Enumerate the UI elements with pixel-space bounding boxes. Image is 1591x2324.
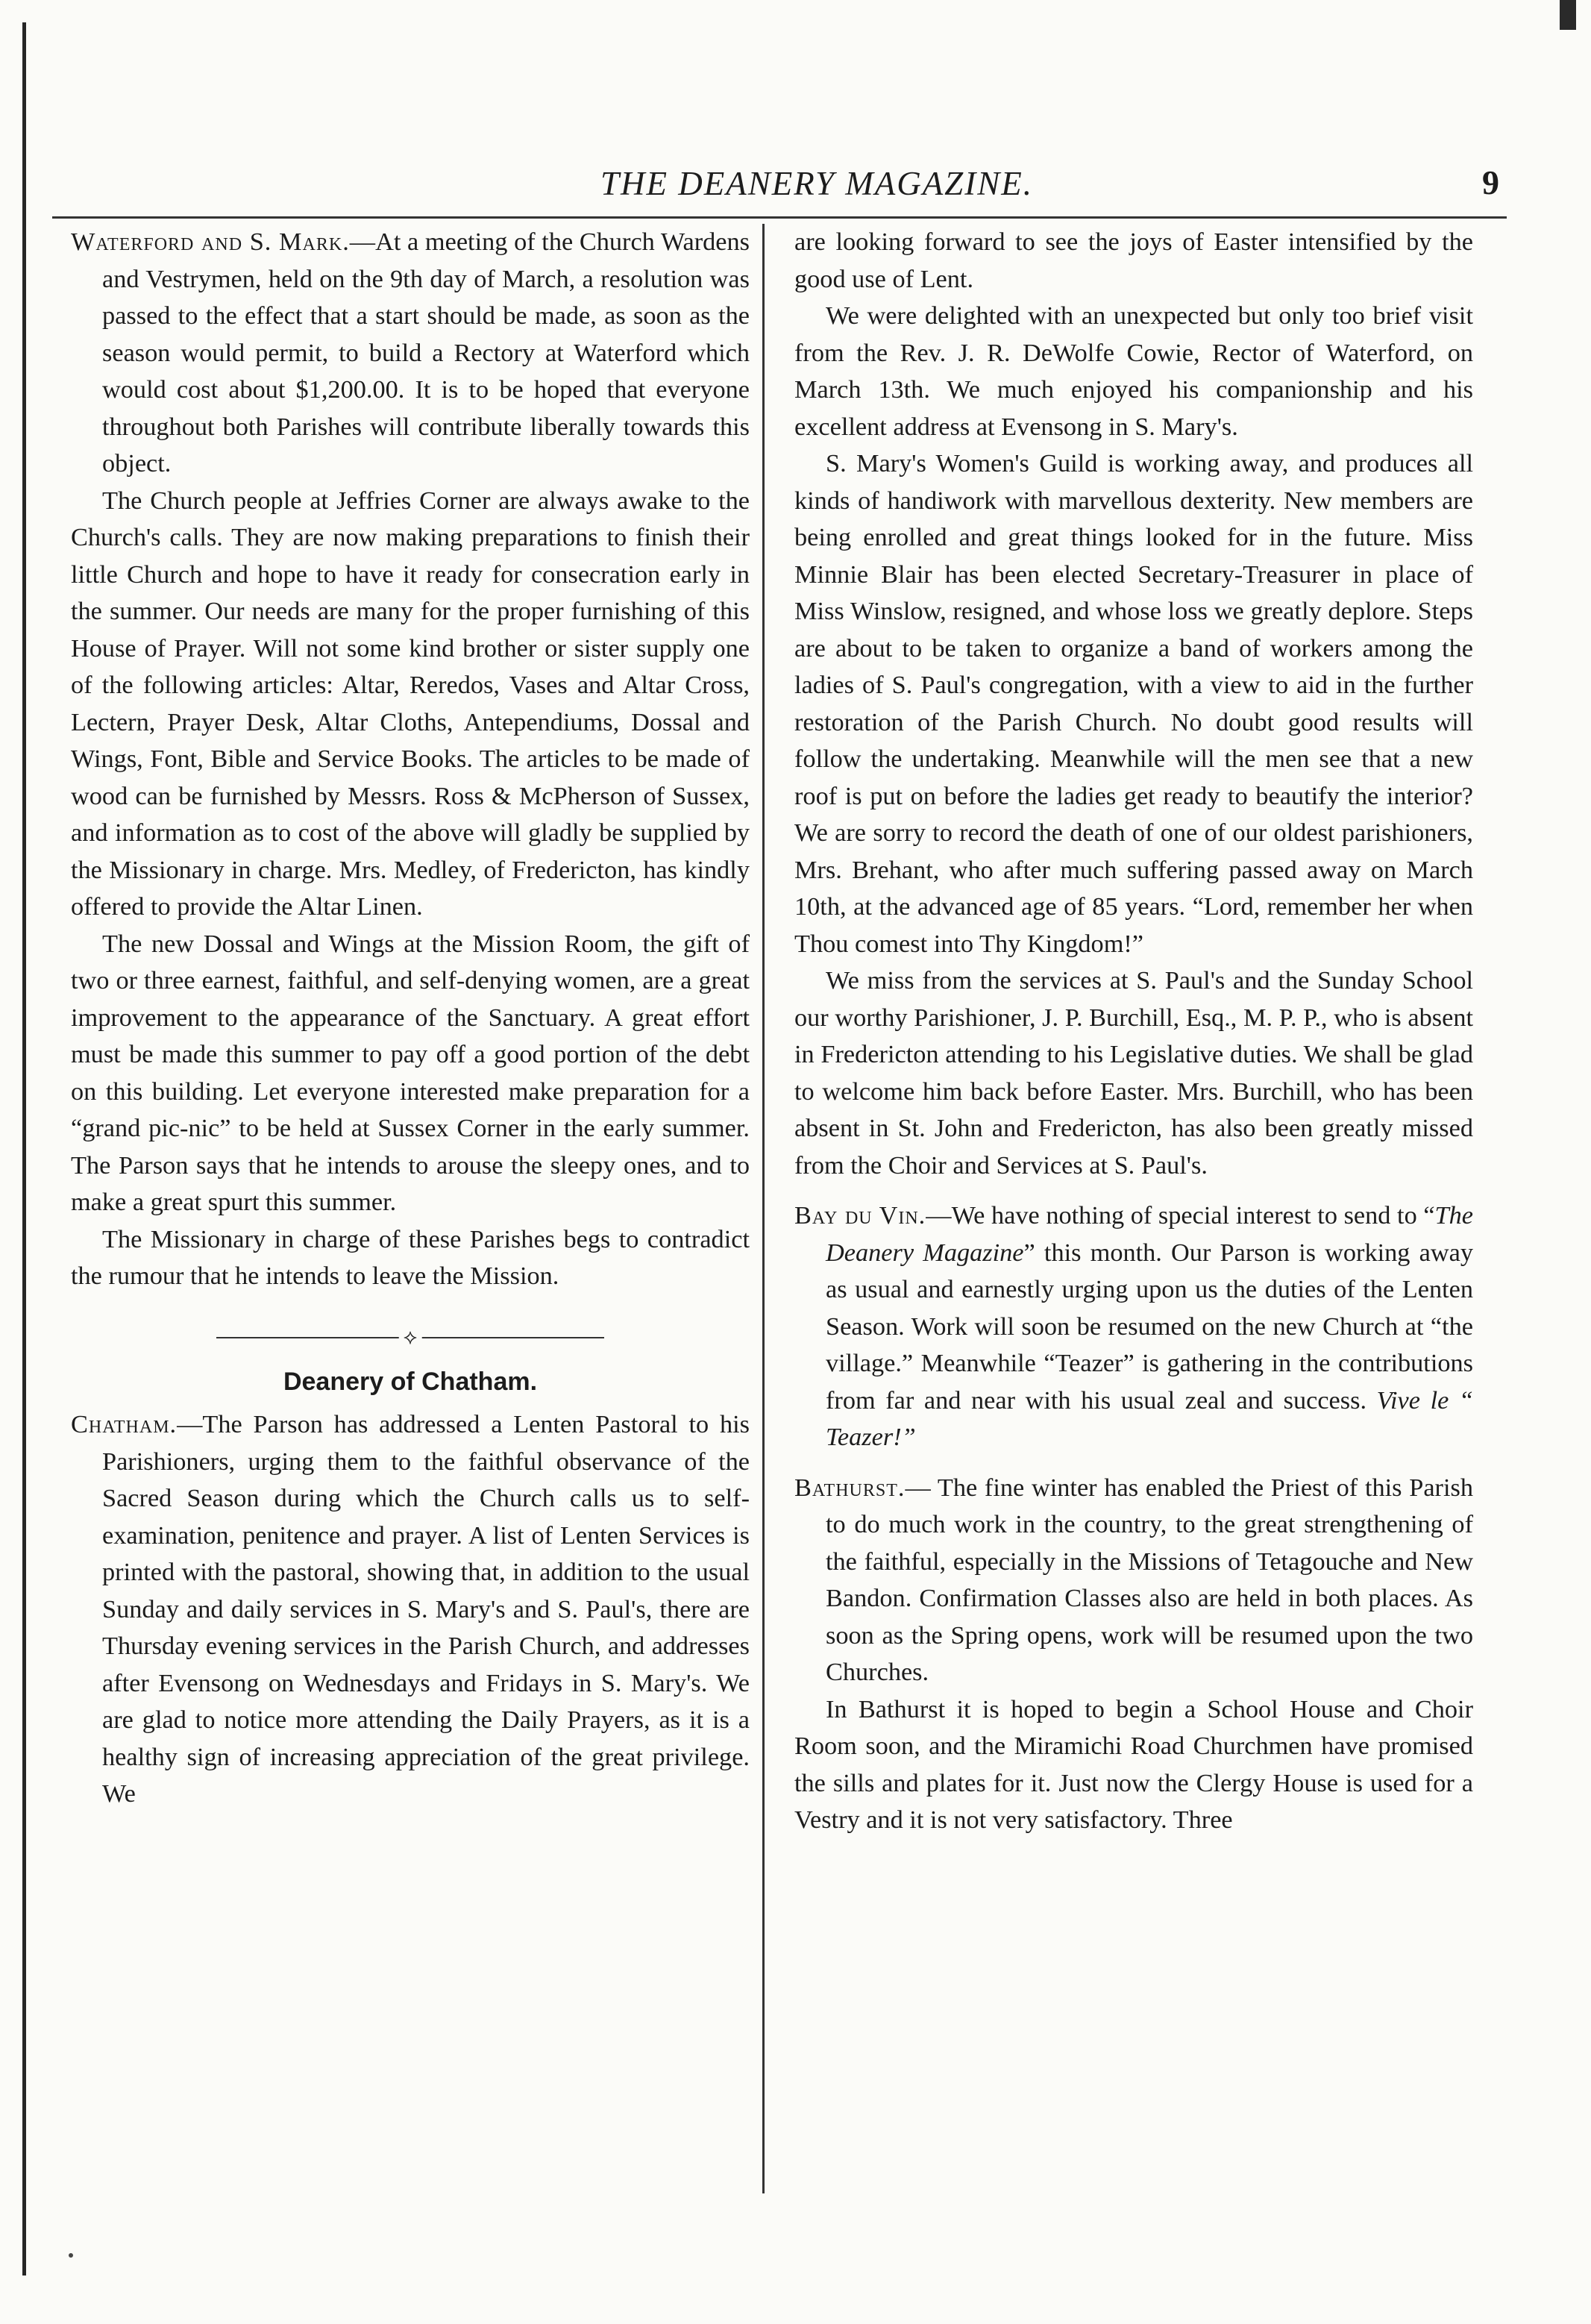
article-heading: Chatham. (71, 1410, 178, 1438)
scan-speck (69, 2253, 73, 2258)
article-bathurst (794, 1470, 1473, 1691)
article-waterford (71, 224, 750, 483)
corner-scan-mark (1560, 0, 1576, 30)
paragraph: The Missionary in charge of these Parishes begs to contradict the rumour that he intends to leave the Mission. (71, 1224, 750, 1290)
article-chatham (71, 1406, 750, 1813)
paragraph: are looking forward to see the joys of Easter intensified by the good use of Lent. (794, 228, 1473, 293)
article-text: —The Parson has addressed a Lenten Pastoral to his Parishioners, urging them to the faithful observance of the Sacred Season during which the Church calls us to self-examination, penitence and prayer. A list of Lenten Services is printed with the pastoral, showing that, in addition to the usual Sunday and daily services in S. Mary's and S. Paul's, there are Thursday evening services in the Parish Church, and addresses after Evensong on Wednesdays and Fridays in S. Mary's. We are glad to notice more attending the Daily Prayers, as it is a healthy sign of increasing appreciation of the great privilege. We (102, 1410, 750, 1808)
paragraph: We miss from the services at S. Paul's and the Sunday School our worthy Parishioner, J. P. Burchill, Esq., M. P. P., who is absent in Fredericton attending to his Legislative duties. We shall be glad to welcome him back before Easter. Mrs. Burchill, who has been absent in St. John and Fredericton, has also been greatly missed from the Choir and Services at S. Paul's. (794, 966, 1473, 1180)
article-text: — The fine winter has enabled the Priest of this Parish to do much work in the country, to the great strengthening of the faithful, especially in the Missions of Tetagouche and New Bandon. Confirmation Classes also are held in both places. As soon as the Spring opens, work will be resumed upon the two Churches. (826, 1473, 1473, 1686)
article-heading: Bay du Vin. (794, 1201, 926, 1230)
magazine-name: The Deanery Magazine (826, 1201, 1473, 1267)
left-column (71, 224, 750, 1813)
column-divider (762, 224, 765, 2193)
page-header (134, 157, 1499, 209)
paragraph: In Bathurst it is hoped to begin a School House and Choir Room soon, and the Miramichi Road Churchmen have promised the sills and plates for it. Just now the Clergy House is used for a Vestry and it is not very satisfactory. Three (794, 1694, 1473, 1834)
section-heading: Deanery of Chatham. (283, 1367, 538, 1396)
ornamental-separator: ⟡ (216, 1319, 604, 1356)
page-number: 9 (1482, 163, 1499, 201)
article-heading: Bathurst. (794, 1473, 906, 1502)
magazine-title: THE DEANERY MAGAZINE. (600, 165, 1033, 202)
paragraph: S. Mary's Women's Guild is working away, and produces all kinds of handiwork with marvellous dexterity. New members are being enrolled and great things looked for in the future. Miss Minnie Blair has been elected Secretary-Treasurer in place of Miss Winslow, resigned, and whose loss we greatly deplore. Steps are about to be taken to organize a band of workers among the ladies of S. Paul's congregation, with a view to aid in the further restoration of the Parish Church. No doubt good results will follow the undertaking. Meanwhile will the men see that a new roof is put on before the ladies get ready to beautify the interior? We are sorry to record the death of one of our oldest parishioners, Mrs. Brehant, who after much suffering passed away on March 10th, at the advanced age of 85 years. “Lord, remember her when Thou comest into Thy Kingdom!” (794, 449, 1473, 958)
article-text: ” this month. Our Parson is working away as usual and earnestly urging upon us the duties of the Lenten Season. Work will soon be resumed on the new Church at “the village.” Meanwhile “Teazer” is gathering in the contributions from far and near with his usual zeal and success. (826, 1238, 1473, 1415)
closing-exclamation: Vive le “ Teazer!” (826, 1385, 1473, 1451)
right-column (794, 224, 1473, 1839)
article-bay-du-vin (794, 1197, 1473, 1456)
header-rule (52, 216, 1507, 219)
paragraph: We were delighted with an unexpected but only too brief visit from the Rev. J. R. DeWolfe Cowie, Rector of Waterford, on March 13th. We much enjoyed his companionship and his excellent address at Evensong in S. Mary's. (794, 301, 1473, 441)
paragraph: The Church people at Jeffries Corner are always awake to the Church's calls. They are now making preparations to finish their little Church and hope to have it ready for consecration early in the summer. Our needs are many for the proper furnishing of this House of Prayer. Will not some kind brother or sister supply one of the following articles: Altar, Reredos, Vases and Altar Cross, Lectern, Prayer Desk, Altar Cloths, Antependiums, Dossal and Wings, Font, Bible and Service Books. The articles to be made of wood can be furnished by Messrs. Ross & McPherson of Sussex, and information as to cost of the above will gladly be supplied by the Missionary in charge. Mrs. Medley, of Fredericton, has kindly offered to provide the Altar Linen. (71, 486, 750, 921)
article-heading: Waterford and S. Mark. (71, 228, 350, 256)
page-edge-scan-mark (22, 22, 26, 2276)
paragraph: The new Dossal and Wings at the Mission Room, the gift of two or three earnest, faithful, and self-denying women, are a great improvement to the appearance of the Sanctuary. A great effort must be made this summer to pay off a good portion of the debt on this building. Let everyone interested make preparation for a “grand pic-nic” to be held at Sussex Corner in the early summer. The Parson says that he intends to arouse the sleepy ones, and to make a great spurt this summer. (71, 929, 750, 1216)
article-text: —We have nothing of special interest to send to “ (926, 1201, 1435, 1230)
article-text: —At a meeting of the Church Wardens and Vestrymen, held on the 9th day of March, a resolution was passed to the effect that a start should be made, as soon as the season would permit, to build a Rectory at Waterford which would cost about $1,200.00. It is to be hoped that everyone throughout both Parishes will contribute liberally towards this object. (102, 228, 750, 477)
